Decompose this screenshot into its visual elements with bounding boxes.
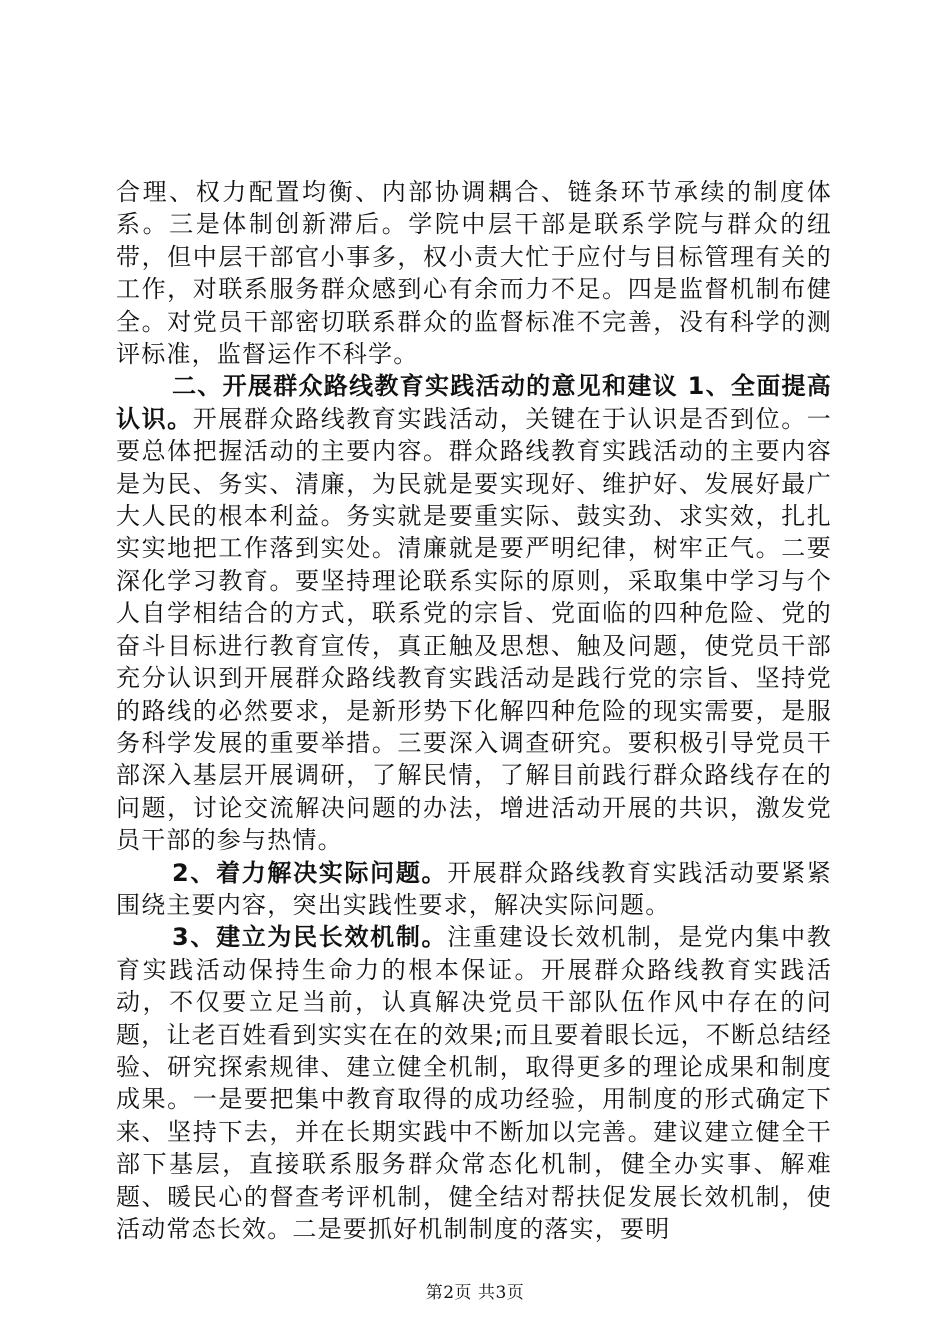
section-heading: 二、开展群众路线教育实践活动的意见和建议 1、全面提高认识。 <box>116 372 832 433</box>
paragraph-1 <box>116 176 832 370</box>
paragraph-4-heading: 3、建立为民长效机制。 <box>172 923 448 952</box>
page-number-footer: 第2页 共3页 <box>425 1283 525 1303</box>
paragraph-2 <box>116 370 832 856</box>
paragraph-4 <box>116 921 832 1245</box>
paragraph-3-text: 开展群众路线教育实践活动要紧紧围绕主要内容，突出实践性要求，解决实际问题。 <box>116 858 833 919</box>
paragraph-2-text: 开展群众路线教育实践活动，关键在于认识是否到位。一要总体把握活动的主要内容。群众路线教育实践活动的主要内容是为民、务实、清廉，为民就是要实现好、维护好、发展好最广大人民的根本利益。务实就是要重实际、鼓实劲、求实效，扎扎实实地把工作落到实处。清廉就是要严明纪律，树牢正气。二要深化学习教育。要坚持理论联系实际的原则，采取集中学习与个人自学相结合的方式，联系党的宗旨、党面临的四种危险、党的奋斗目标进行教育宣传，真正触及思想、触及问题，使党员干部充分认识到开展群众路线教育实践活动是践行党的宗旨、坚持党的路线的必然要求，是新形势下化解四种危险的现实需要，是服务科学发展的重要举措。三要深入调查研究。要积极引导党员干部深入基层开展调研，了解民情，了解目前践行群众路线存在的问题，讨论交流解决问题的办法，增进活动开展的共识，激发党员干部的参与热情。 <box>116 404 832 855</box>
paragraph-3 <box>116 857 832 922</box>
paragraph-4-text: 注重建设长效机制，是党内集中教育实践活动保持生命力的根本保证。开展群众路线教育实践活动，不仅要立足当前，认真解决党员干部队伍作风中存在的问题，让老百姓看到实实在在的效果;而且要着眼长远，不断总结经验、研究探索规律、建立健全机制，取得更多的理论成果和制度成果。一是要把集中教育取得的成功经验，用制度的形式确定下来、坚持下去，并在长期实践中不断加以完善。建议建立健全干部下基层，直接联系服务群众常态化机制，健全办实事、解难题、暖民心的督查考评机制，健全结对帮扶促发展长效机制，使活动常态长效。二是要抓好机制制度的落实，要明 <box>116 923 833 1243</box>
paragraph-1-text: 合理、权力配置均衡、内部协调耦合、链条环节承续的制度体系。三是体制创新滞后。学院中层干部是联系学院与群众的纽带，但中层干部官小事多，权小责大忙于应付与目标管理有关的工作，对联系服务群众感到心有余而力不足。四是监督机制布健全。对党员干部密切联系群众的监督标准不完善，没有科学的测评标准，监督运作不科学。 <box>116 178 832 369</box>
paragraph-3-heading: 2、着力解决实际问题。 <box>172 858 448 887</box>
document-body <box>116 176 832 1245</box>
